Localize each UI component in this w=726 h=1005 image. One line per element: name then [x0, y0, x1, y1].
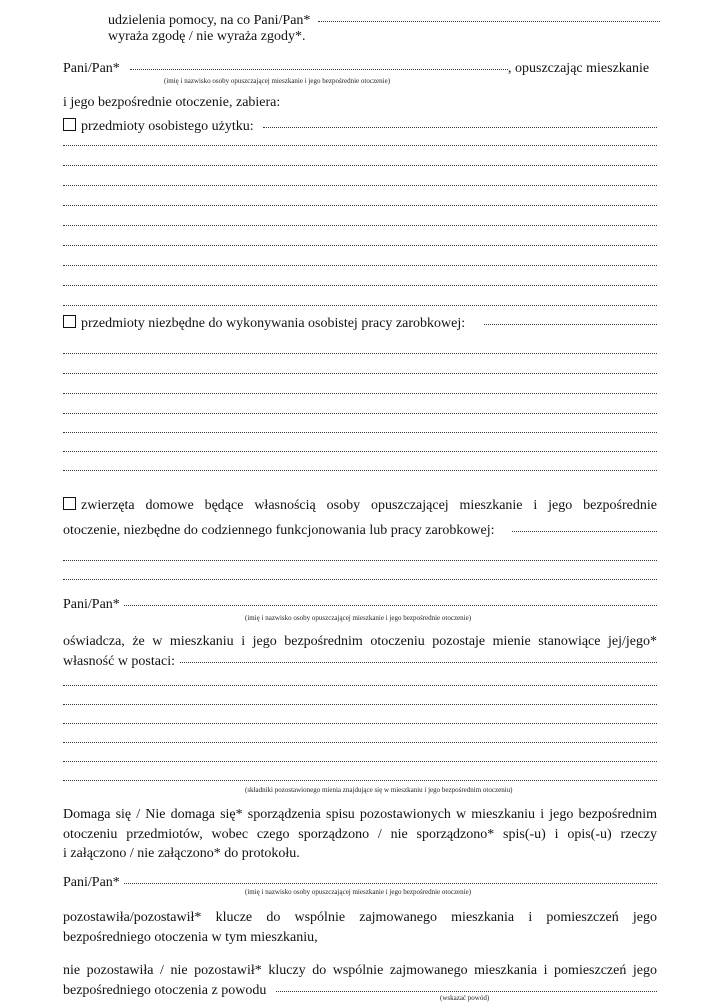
demand-line-2: otoczeniu przedmiotów, wobec czego sporządzono / nie sporządzono* spis(-u) i opis(-u) rzeczy: [63, 827, 657, 842]
fill-line[interactable]: [63, 201, 657, 206]
fill-line[interactable]: [63, 409, 657, 414]
work-items-checkbox[interactable]: [63, 315, 76, 328]
fill-line[interactable]: [63, 556, 657, 561]
person2-prefix: Pani/Pan*: [63, 597, 120, 612]
fill-line[interactable]: [63, 389, 657, 394]
fill-line[interactable]: [63, 757, 657, 762]
personal-items-checkbox[interactable]: [63, 118, 76, 131]
fill-line[interactable]: [63, 301, 657, 306]
person1-suffix: , opuszczając mieszkanie: [508, 61, 650, 76]
statement-caption: (składniki pozostawionego mienia znajdujące się w mieszkaniu i jego bezpośrednim otoczeniu): [245, 786, 513, 794]
fill-line[interactable]: [512, 527, 657, 532]
animals-line-1: zwierzęta domowe będące własnością osoby opuszczającej mieszkanie i jego bezpośrednie: [63, 497, 657, 514]
personal-items-label: przedmioty osobistego użytku:: [81, 119, 254, 134]
fill-line[interactable]: [63, 738, 657, 743]
reason-field[interactable]: [276, 987, 657, 992]
person1-prefix: Pani/Pan*: [63, 61, 120, 76]
personal-items-row: [63, 118, 254, 135]
fill-line[interactable]: [180, 658, 657, 663]
fill-line[interactable]: [63, 466, 657, 471]
fill-line[interactable]: [63, 141, 657, 146]
animals-checkbox[interactable]: [63, 497, 76, 510]
fill-line[interactable]: [63, 681, 657, 686]
demand-line-1: Domaga się / Nie domaga się* sporządzenia spisu pozostawionych w mieszkaniu i jego bezpośrednim: [63, 807, 657, 822]
fill-line[interactable]: [63, 776, 657, 781]
person3-name-field[interactable]: [124, 879, 657, 884]
keys-left-line-2: bezpośredniego otoczenia w tym mieszkaniu,: [63, 930, 318, 945]
top-line-2: wyraża zgodę / nie wyraża zgody*.: [108, 29, 306, 44]
fill-line[interactable]: [318, 17, 660, 22]
fill-line[interactable]: [63, 221, 657, 226]
person2-caption: (imię i nazwisko osoby opuszczającej mieszkanie i jego bezpośrednie otoczenie): [245, 614, 472, 622]
reason-caption: (wskazać powód): [440, 994, 490, 1002]
fill-line[interactable]: [63, 281, 657, 286]
fill-line[interactable]: [63, 719, 657, 724]
keys-left-line-1: pozostawiła/pozostawił* klucze do wspólnie zajmowanego mieszkania i pomieszczeń jego: [63, 910, 657, 925]
person3-caption: (imię i nazwisko osoby opuszczającej mieszkanie i jego bezpośrednie otoczenie): [245, 888, 472, 896]
work-items-row: [63, 315, 465, 332]
fill-line[interactable]: [63, 161, 657, 166]
fill-line[interactable]: [63, 241, 657, 246]
fill-line[interactable]: [63, 575, 657, 580]
person2-name-field[interactable]: [124, 601, 657, 606]
animals-line-2: otoczenie, niezbędne do codziennego funkcjonowania lub pracy zarobkowej:: [63, 523, 495, 538]
fill-line[interactable]: [263, 123, 657, 128]
demand-line-3: i załączono / nie załączono* do protokołu.: [63, 846, 300, 861]
keys-not-left-line-1: nie pozostawiła / nie pozostawił* kluczy do wspólnie zajmowanego mieszkania i pomieszczeń jego: [63, 963, 657, 978]
person1-continuation: i jego bezpośrednie otoczenie, zabiera:: [63, 95, 281, 110]
work-items-label: przedmioty niezbędne do wykonywania osobistej pracy zarobkowej:: [81, 316, 466, 331]
top-line-1: udzielenia pomocy, na co Pani/Pan*: [108, 13, 311, 28]
fill-line[interactable]: [63, 261, 657, 266]
person3-prefix: Pani/Pan*: [63, 875, 120, 890]
person1-caption: (imię i nazwisko osoby opuszczającej mieszkanie i jego bezpośrednie otoczenie): [164, 77, 391, 85]
fill-line[interactable]: [63, 428, 657, 433]
fill-line[interactable]: [63, 447, 657, 452]
keys-not-left-line-2: bezpośredniego otoczenia z powodu: [63, 983, 267, 998]
fill-line[interactable]: [63, 369, 657, 374]
fill-line[interactable]: [63, 700, 657, 705]
fill-line[interactable]: [484, 320, 657, 325]
fill-line[interactable]: [63, 181, 657, 186]
fill-line[interactable]: [63, 349, 657, 354]
person1-name-field[interactable]: [130, 65, 508, 70]
statement-line-2: własność w postaci:: [63, 654, 175, 669]
statement-line-1: oświadcza, że w mieszkaniu i jego bezpośrednim otoczeniu pozostaje mienie stanowiące jej/jego*: [63, 634, 657, 649]
